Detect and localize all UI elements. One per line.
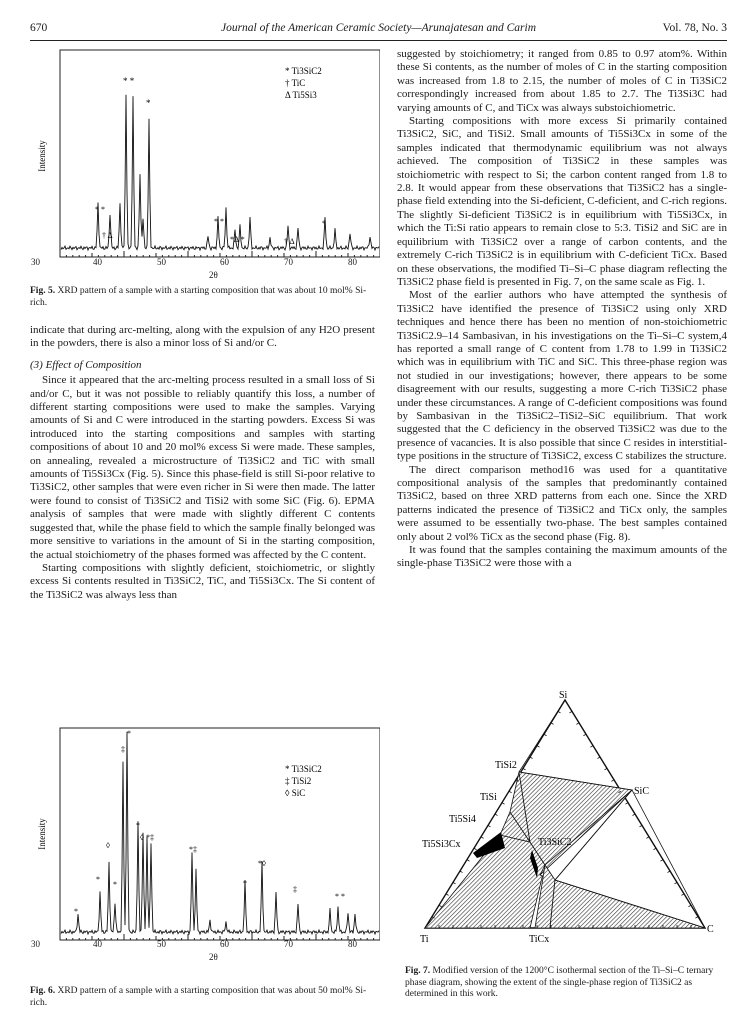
page-number: 670 <box>30 22 48 34</box>
legend-entry-3: Δ Ti5Si3 <box>285 90 317 100</box>
peak-marker: * <box>136 821 140 830</box>
legend-entry-1: * Ti3SiC2 <box>285 764 322 774</box>
peak-marker: * * <box>214 217 224 226</box>
journal-title: Journal of the American Ceramic Society—Arunajatesan and Carim <box>220 22 537 34</box>
paragraph: Since it appeared that the arc-melting process resulted in a small loss of Si and/or C, but it was not possible to reliably quantify this loss, a number of different starting compositions were used to make the samples. Varying amounts of Si and C were introduced in the starting powders. Excess Si was introduced into the starting compositions and samples with starting compositions of about 10 and 20 mol% excess Si were made. These samples, on annealing, revealed a microstructure of Ti3SiC2 and TiC with small amounts of Ti5Si3Cx (Fig. 5). Since this phase-field is still Si-poor relative to Ti3SiC2, other samples that were even richer in Si were then made. The latter were found to consist of Ti3SiC2 and TiSi2 with some SiC (Fig. 6). EPMA analysis of samples that were made with slightly different C contents suggested that, while the phase field to which the sample finally belonged was more sensitive to variations in the amount of Si in the starting composition, the actual stoichiometry of the phases formed was affected by the C content. <box>30 374 375 561</box>
peak-marker: * * <box>95 205 105 214</box>
label-ticx: TiCx <box>529 934 550 945</box>
peak-marker: † Δ <box>284 237 295 246</box>
label-ti5si3cx: Ti5Si3Cx <box>422 839 461 850</box>
x-tick-30: 30 <box>31 939 40 949</box>
legend-entry-3: ◊ SiC <box>285 788 306 798</box>
x-tick-70: 70 <box>284 257 293 267</box>
legend-entry-2: † TiC <box>285 78 306 88</box>
figure-6-caption <box>30 986 375 1009</box>
peak-marker: † Δ <box>102 231 113 240</box>
peak-marker: * <box>113 880 117 889</box>
paragraph: indicate that during arc-melting, along with the expulsion of any H2O present in the powders, there is also a minor loss of Si and/or C. <box>30 324 375 350</box>
peak-marker: *Δ * <box>230 235 245 244</box>
x-tick-60: 60 <box>220 257 229 267</box>
figure-6-xrd-plot <box>30 724 380 962</box>
running-header <box>30 22 727 41</box>
caption-label: Fig. 5. <box>30 286 56 296</box>
x-tick-50: 50 <box>157 257 166 267</box>
label-ti3sic2: Ti3SiC2 <box>538 837 572 848</box>
section-heading: (3) Effect of Composition <box>30 358 142 371</box>
xrd-trace <box>61 732 379 934</box>
label-ti5si4: Ti5Si4 <box>449 814 476 825</box>
peak-marker: * <box>74 907 78 916</box>
caption-text: XRD pattern of a sample with a starting composition that was about 50 mol% Si-rich. <box>30 986 367 1008</box>
paragraph: Starting compositions with more excess Si primarily contained Ti3SiC2, SiC, and TiSi2. Small amounts of Ti5Si3Cx in some of the samples indicated that thermodynamic equilibrium was not always achieved. The composition of Ti3SiC2 in these samples was stoichiometric with respect to Si; the carbon content ranged from 1.8 to 2.8. It would appear from these observations that Ti3SiC2 has a single-phase field extending into the Si-deficient, C-deficient, and C-rich regions. The slightly Si-deficient Ti3SiC2 is in equilibrium with Ti5Si3Cx, in which the Ti:Si ratio appears to remain close to 5:3. TiSi2 and SiC are in equilibrium with Ti3SiC2 over a range of carbon contents, and the extremely C-rich Ti3SiC2 is in equilibrium with C-deficient TiCx. Based on these observations, the modified Ti–Si–C phase diagram reflecting the Ti3SiC2 phase field is presented in Fig. 7, on the same scale as Fig. 1. <box>397 115 727 288</box>
label-ti: Ti <box>420 934 429 945</box>
peak-marker: ‡ <box>121 745 125 754</box>
label-tisi2: TiSi2 <box>495 760 517 771</box>
x-tick-40: 40 <box>93 939 102 949</box>
y-axis-label: Intensity <box>37 818 47 850</box>
peak-marker: * <box>322 219 326 228</box>
left-column-text <box>30 324 375 602</box>
right-column-text <box>397 48 727 571</box>
paragraph: Starting compositions with slightly deficient, stoichiometric, or slightly excess Si contents resulted in Ti3SiC2, TiC, and Ti5Si3Cx. The Si content of the Ti3SiC2 was always less than <box>30 561 375 601</box>
x-tick-60: 60 <box>220 939 229 949</box>
xrd-trace <box>61 95 379 250</box>
volume-info: Vol. 78, No. 3 <box>662 22 727 34</box>
caption-label: Fig. 6. <box>30 986 56 996</box>
peak-marker: ◊ *‡ <box>140 833 154 842</box>
figure-5-xrd-plot <box>30 46 380 280</box>
caption-label: Fig. 7. <box>405 966 431 976</box>
legend-entry-2: ‡ TiSi2 <box>285 776 312 786</box>
x-tick-80: 80 <box>348 257 357 267</box>
peak-marker: * * <box>335 892 345 901</box>
peak-marker: * * <box>123 76 135 86</box>
paragraph: Most of the earlier authors who have attempted the synthesis of Ti3SiC2 have identified the presence of Ti3SiC2 using only XRD techniques and hence there has been no mention of non-stoichiometric Ti3SiC2.9–14 Sambasivan, in his investigations on the Ti–Si–C system,4 has reported a small range of C content from 1.78 to 1.99 in Ti3SiC2 which was in equilibrium with TiC and SiC. This three-phase region was not studied in our investigations; however, there appears to be some disagreement with our results, suggesting a more C-rich Ti3SiC2 phase under these circumstances. A range of C-deficient compositions was found by Sambasivan in the Ti3SiC2–TiSi2–SiC equilibrium. That work suggested that the C deficiency in the observed Ti3SiC2 was due to the presence of vacancies. It is also possible that since C resides in interstitial-type positions in the structure of Ti3SiC2, excess C stabilizes the structure. <box>397 289 727 463</box>
peak-marker: *‡ <box>189 845 197 854</box>
label-tisi: TiSi <box>480 792 497 803</box>
paragraph: The direct comparison method16 was used for a quantitative compositional analysis of the samples that predominantly contained Ti3SiC2, based on three XRD patterns from each one. Since the XRD patterns indicated the presence of Ti3SiC2 and TiCx only, the samples were assumed to be essentially two-phase. The best samples contained only about 2 vol% TiCx as the second phase (Fig. 8). <box>397 463 727 543</box>
peak-marker: * <box>127 729 131 738</box>
paragraph: suggested by stoichiometry; it ranged from 0.85 to 0.97 atom%. Within these Si contents, as the number of moles of C in the starting composition was increased from 1.8 to 2.15, the number of moles of C in Ti3SiC2 correspondingly increased from about 1.85 to 2.7. The Ti3Si3C had varying amounts of C, and TiCx was always substoichiometric. <box>397 48 727 114</box>
x-tick-80: 80 <box>348 939 357 949</box>
x-tick-30: 30 <box>31 257 40 267</box>
figure-5-caption <box>30 286 375 309</box>
figure-7-caption <box>405 966 730 1001</box>
peak-marker: ◊ <box>106 841 110 850</box>
x-tick-50: 50 <box>157 939 166 949</box>
legend-entry-1: * Ti3SiC2 <box>285 66 322 76</box>
peak-marker: * <box>96 875 100 884</box>
peak-marker: * <box>243 879 247 888</box>
label-sic: SiC <box>634 786 650 797</box>
label-si: Si <box>559 690 568 701</box>
peak-marker: *◊ <box>258 859 266 868</box>
peak-marker: * <box>146 98 151 108</box>
x-tick-40: 40 <box>93 257 102 267</box>
peak-marker: ‡ <box>293 885 297 894</box>
x-axis-label: 2θ <box>209 952 218 962</box>
caption-text: Modified version of the 1200°C isothermal section of the Ti–Si–C ternary phase diagram, showing the extent of the single-phase region of Ti3SiC2 as determined in this work. <box>405 966 714 999</box>
caption-text: XRD pattern of a sample with a starting composition that was about 10 mol% Si-rich. <box>30 286 367 308</box>
x-tick-70: 70 <box>284 939 293 949</box>
label-c: C <box>707 924 714 935</box>
x-axis-label: 2θ <box>209 270 218 280</box>
figure-7-ternary-diagram <box>405 690 735 950</box>
paragraph: It was found that the samples containing the maximum amounts of the single-phase Ti3SiC2 were those with a <box>397 544 727 570</box>
y-axis-label: Intensity <box>37 140 47 172</box>
